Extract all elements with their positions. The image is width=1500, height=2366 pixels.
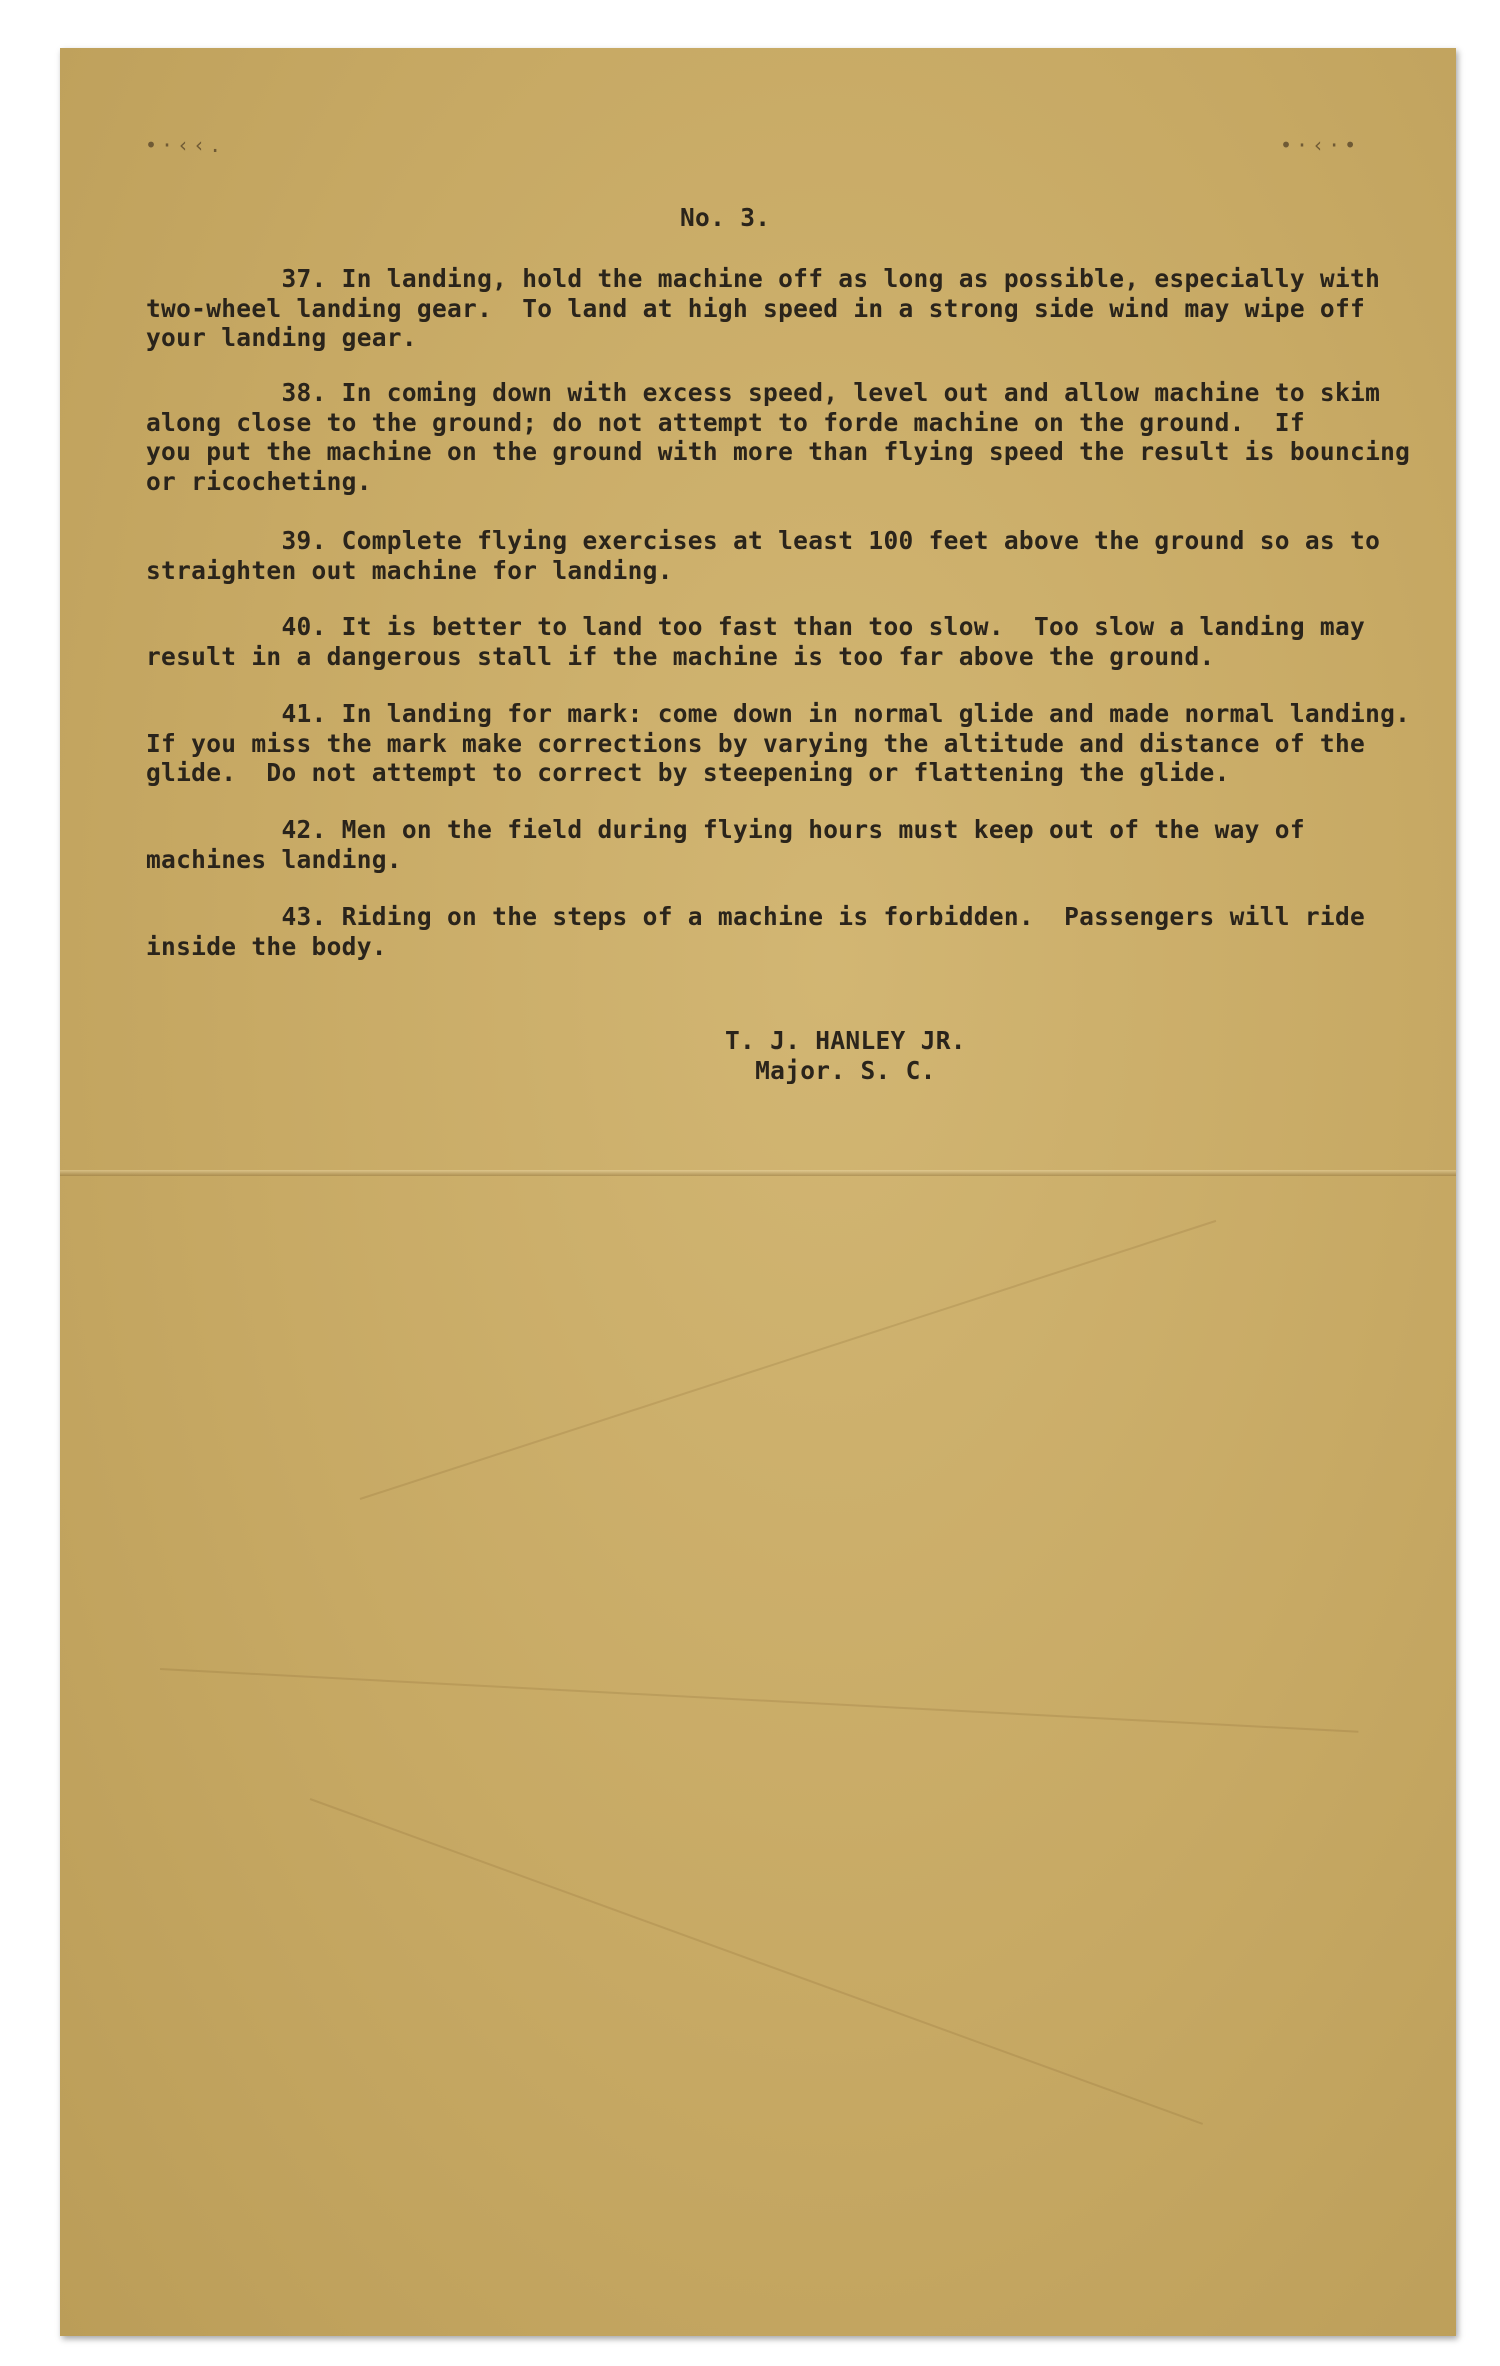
text-line: 41. In landing for mark: come down in normal glide and made normal landing.	[146, 699, 1411, 728]
typed-document-sheet	[60, 48, 1456, 2336]
text-line: 37. In landing, hold the machine off as long as possible, especially with	[146, 264, 1381, 293]
text-line: glide. Do not attempt to correct by steepening or flattening the glide.	[146, 758, 1230, 787]
text-line: two-wheel landing gear. To land at high speed in a strong side wind may wipe off	[146, 293, 1366, 323]
paragraph-41	[146, 699, 1446, 788]
text-line: 42. Men on the field during flying hours must keep out of the way of	[146, 815, 1305, 844]
signature-block	[725, 1026, 966, 1085]
text-line: along close to the ground; do not attempt to forde machine on the ground. If	[146, 407, 1305, 437]
text-line: you put the machine on the ground with more than flying speed the result is bouncing	[146, 437, 1411, 466]
paragraph-42	[146, 815, 1446, 874]
paragraph-40	[146, 612, 1446, 671]
signature-name: T. J. HANLEY JR.	[725, 1026, 966, 1055]
paper-wrinkle	[310, 1798, 1203, 2125]
text-line: result in a dangerous stall if the machine is too far above the ground.	[146, 641, 1215, 671]
text-line: your landing gear.	[146, 323, 417, 352]
text-line: or ricocheting.	[146, 466, 372, 496]
text-line: machines landing.	[146, 844, 402, 874]
paragraph-43	[146, 902, 1446, 961]
signature-rank: Major. S. C.	[755, 1055, 936, 1085]
text-line: 38. In coming down with excess speed, level out and allow machine to skim	[146, 378, 1381, 407]
paragraph-38	[146, 378, 1446, 496]
paragraph-37	[146, 264, 1446, 353]
punch-hole-marks-right: •·‹·•	[1280, 133, 1361, 157]
paper-wrinkle	[360, 1220, 1217, 1500]
text-line: 39. Complete flying exercises at least 100 feet above the ground so as to	[146, 526, 1381, 555]
text-line: 43. Riding on the steps of a machine is forbidden. Passengers will ride	[146, 902, 1366, 931]
text-line: inside the body.	[146, 931, 387, 961]
text-line: If you miss the mark make corrections by varying the altitude and distance of the	[146, 728, 1366, 758]
paragraph-39	[146, 526, 1446, 585]
horizontal-fold-crease	[60, 1170, 1456, 1176]
text-line: 40. It is better to land too fast than too slow. Too slow a landing may	[146, 612, 1366, 641]
punch-hole-marks-left: •·‹‹.	[145, 133, 226, 157]
page-number: No. 3.	[680, 203, 771, 232]
text-line: straighten out machine for landing.	[146, 555, 673, 585]
paper-wrinkle	[160, 1668, 1358, 1733]
